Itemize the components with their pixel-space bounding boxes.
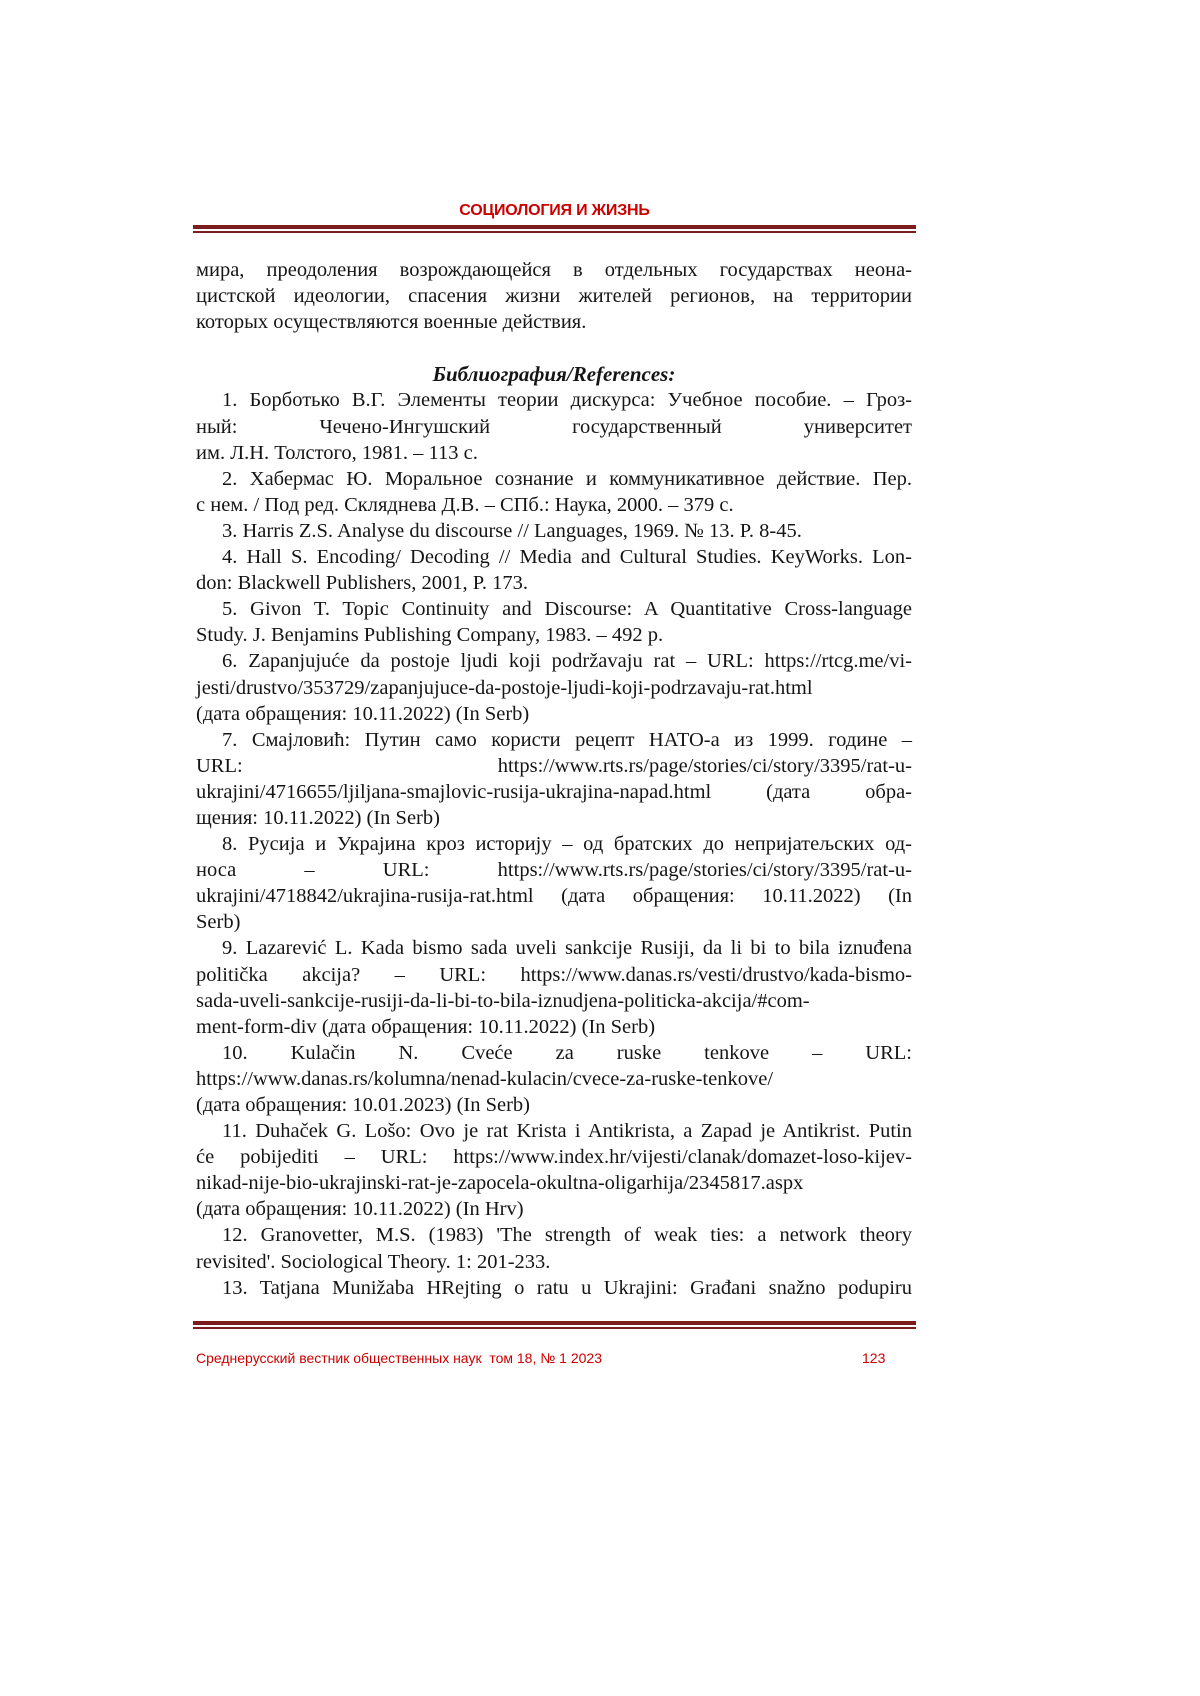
reference-item [196,831,912,935]
reference-line: (дата обращения: 10.11.2022) (In Hrv) [196,1198,524,1221]
header-rule-thick [193,225,916,229]
reference-line: https://www.danas.rs/kolumna/nenad-kulacin/cvece-za-ruske-tenkove/ [196,1067,774,1090]
footer-rule-thin [193,1327,916,1329]
reference-line: 6. Zapanjujuće da postoje ljudi koji podržavaju rat – URL: https://rtcg.me/vi- [222,650,912,673]
reference-item [196,1275,912,1301]
reference-line: Study. J. Benjamins Publishing Company, 1983. – 492 p. [196,624,664,647]
footer-journal-title: Среднерусский вестник общественных наук том 18, № 1 2023 [196,1350,602,1366]
reference-line: (дата обращения: 10.11.2022) (In Serb) [196,702,530,725]
reference-item [196,387,912,465]
reference-item [196,1040,912,1118]
reference-line: ный: Чечено-Ингушский государственный университет [196,415,912,438]
reference-line: 9. Lazarević L. Kada bismo sada uveli sankcije Rusiji, da li bi to bila iznuđena [222,937,912,960]
reference-line: nikad-nije-bio-ukrajinski-rat-je-zapocela-okultna-oligarhija/2345817.aspx [196,1172,804,1195]
reference-line: don: Blackwell Publishers, 2001, P. 173. [196,572,528,595]
reference-item [196,466,912,518]
reference-line: ukrajini/4718842/ukrajina-rusija-rat.html (дата обращения: 10.11.2022) (In [196,885,912,908]
reference-item [196,518,912,544]
reference-list [196,387,912,1300]
reference-line: 11. Duhaček G. Lošo: Ovo je rat Krista i Antikrista, a Zapad je Antikrist. Putin [222,1120,912,1143]
reference-item [196,648,912,726]
body-text-line: которых осуществляются военные действия. [196,311,587,334]
reference-line: revisited'. Sociological Theory. 1: 201-233. [196,1250,551,1273]
reference-line: им. Л.Н. Толстого, 1981. – 113 с. [196,441,478,464]
body-text-line: мира, преодоления возрождающейся в отдельных государствах неона- [196,259,912,281]
reference-line: URL: https://www.rts.rs/page/stories/ci/story/3395/rat-u- [196,754,912,777]
reference-line: носа – URL: https://www.rts.rs/page/stories/ci/story/3395/rat-u- [196,859,912,882]
body-text-line: цистской идеологии, спасения жизни жителей регионов, на территории [196,285,912,308]
reference-line: 4. Hall S. Encoding/ Decoding // Media and Cultural Studies. KeyWorks. Lon- [222,546,912,569]
reference-line: ment-form-div (дата обращения: 10.11.2022) (In Serb) [196,1015,656,1038]
reference-line: (дата обращения: 10.01.2023) (In Serb) [196,1094,530,1116]
page-number: 123 [862,1350,886,1366]
reference-item [196,1222,912,1274]
reference-line: ukrajini/4716655/ljiljana-smajlovic-rusija-ukrajina-napad.html (дата обра- [196,780,912,803]
reference-item [196,596,912,648]
reference-line: с нем. / Под ред. Скляднева Д.В. – СПб.: Наука, 2000. – 379 с. [196,493,734,516]
reference-item [196,935,912,1039]
reference-item [196,1118,912,1222]
reference-line: sada-uveli-sankcije-rusiji-da-li-bi-to-bila-iznudjena-politicka-akcija/#com- [196,989,810,1012]
reference-line: politička akcija? – URL: https://www.danas.rs/vesti/drustvo/kada-bismo- [196,963,912,986]
bibliography-heading: Библиография/References: [432,362,676,387]
reference-line: 5. Givon T. Topic Continuity and Discourse: A Quantitative Cross-language [222,598,912,621]
reference-line: Serb) [196,911,241,934]
reference-line: jesti/drustvo/353729/zapanjujuce-da-postoje-ljudi-koji-podrzavaju-rat.html [196,676,813,699]
reference-line: щения: 10.11.2022) (In Serb) [196,806,440,829]
reference-line: 12. Granovetter, M.S. (1983) 'The strength of weak ties: a network theory [222,1224,912,1247]
text-column [196,257,912,1301]
reference-item [196,544,912,596]
reference-line: će pobijediti – URL: https://www.index.hr/vijesti/clanak/domazet-loso-kijev- [196,1146,912,1169]
reference-line: 3. Harris Z.S. Analyse du discourse // Languages, 1969. № 13. P. 8-45. [222,519,802,542]
body-paragraph [196,257,912,335]
reference-line: 2. Хабермас Ю. Моральное сознание и коммуникативное действие. Пер. [222,467,912,490]
header-rule-thin [193,231,916,233]
reference-line: 10. Kulačin N. Cveće za ruske tenkove – URL: [222,1041,912,1064]
reference-item [196,727,912,831]
reference-line: 13. Tatjana Munižaba HRejting o ratu u Ukrajini: Građani snažno podupiru [222,1276,912,1299]
footer-rule-thick [193,1321,916,1325]
reference-line: 7. Смајловић: Путин само користи рецепт НАТО-а из 1999. године – [222,728,912,751]
running-head-title: СОЦИОЛОГИЯ И ЖИЗНЬ [459,202,650,219]
reference-line: 1. Борботько В.Г. Элементы теории дискурса: Учебное пособие. – Гроз- [222,389,912,412]
reference-line: 8. Русија и Украјина кроз историју – од братских до непријатељских од- [222,833,912,856]
